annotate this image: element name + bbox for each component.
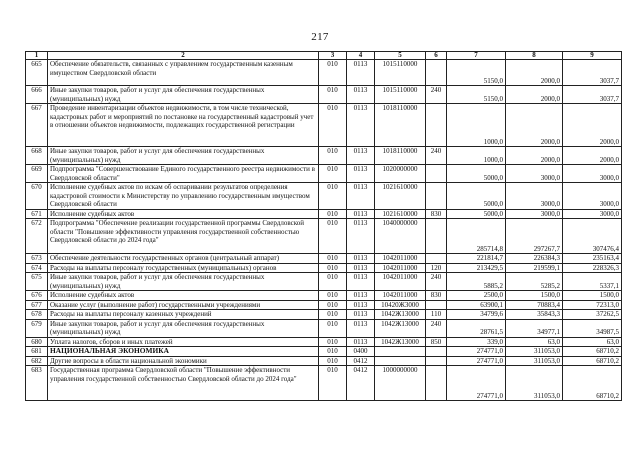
- code-admin: 010: [319, 347, 347, 357]
- amount-year-1: 339,0: [447, 337, 506, 347]
- amount-year-1: 5150,0: [447, 86, 506, 104]
- code-target-article: 1042011000: [375, 291, 426, 301]
- amount-year-3: 235163,4: [563, 254, 622, 264]
- table-row: [26, 310, 622, 320]
- amount-year-1: 213429,5: [447, 263, 506, 273]
- column-header: 5: [375, 52, 426, 60]
- row-description: Иные закупки товаров, работ и услуг для обеспечения государственных (муниципальных) нужд: [48, 319, 319, 337]
- code-target-article: 1042Ж13000: [375, 319, 426, 337]
- row-number: 671: [26, 209, 48, 219]
- row-description: Исполнение судебных актов по искам об оспаривании результатов определения кадастровой стоимости к Министерству по управлению государственным имуществом Свердловской области: [48, 183, 319, 210]
- table-row: [26, 165, 622, 183]
- code-expense-type: [426, 254, 447, 264]
- amount-year-3: 68710,2: [563, 347, 622, 357]
- row-number: 682: [26, 356, 48, 366]
- table-row: [26, 147, 622, 165]
- code-expense-type: [426, 356, 447, 366]
- table-row: [26, 291, 622, 301]
- code-target-article: 1015110000: [375, 60, 426, 86]
- code-target-article: [375, 347, 426, 357]
- code-admin: 010: [319, 147, 347, 165]
- table-header-row: [26, 52, 622, 60]
- amount-year-2: 226384,3: [506, 254, 563, 264]
- column-header: 1: [26, 52, 48, 60]
- table-row: [26, 86, 622, 104]
- column-header: 3: [319, 52, 347, 60]
- amount-year-1: 5885,2: [447, 273, 506, 291]
- table-row: [26, 183, 622, 210]
- code-admin: 010: [319, 356, 347, 366]
- code-section: 0412: [347, 366, 375, 401]
- code-expense-type: 850: [426, 337, 447, 347]
- code-section: 0113: [347, 86, 375, 104]
- amount-year-2: 3000,0: [506, 165, 563, 183]
- code-admin: 010: [319, 310, 347, 320]
- table-body: [26, 60, 622, 401]
- amount-year-3: 5337,1: [563, 273, 622, 291]
- row-number: 672: [26, 219, 48, 254]
- table-row: [26, 337, 622, 347]
- amount-year-3: 2000,0: [563, 104, 622, 147]
- code-section: 0113: [347, 165, 375, 183]
- code-section: 0113: [347, 183, 375, 210]
- code-section: 0113: [347, 60, 375, 86]
- code-target-article: 1040000000: [375, 219, 426, 254]
- amount-year-1: 285714,8: [447, 219, 506, 254]
- code-target-article: 1021610000: [375, 183, 426, 210]
- row-number: 669: [26, 165, 48, 183]
- column-header: 6: [426, 52, 447, 60]
- row-number: 676: [26, 291, 48, 301]
- code-section: 0400: [347, 347, 375, 357]
- amount-year-2: 311053,0: [506, 347, 563, 357]
- code-section: 0113: [347, 300, 375, 310]
- row-number: 675: [26, 273, 48, 291]
- code-section: 0412: [347, 356, 375, 366]
- row-description: Иные закупки товаров, работ и услуг для обеспечения государственных (муниципальных) нужд: [48, 273, 319, 291]
- amount-year-1: 1000,0: [447, 104, 506, 147]
- row-description: Исполнение судебных актов: [48, 291, 319, 301]
- amount-year-1: 2500,0: [447, 291, 506, 301]
- code-target-article: 1000000000: [375, 366, 426, 401]
- code-target-article: 1015110000: [375, 86, 426, 104]
- column-header: 7: [447, 52, 506, 60]
- code-admin: 010: [319, 291, 347, 301]
- code-admin: 010: [319, 300, 347, 310]
- amount-year-2: 3000,0: [506, 183, 563, 210]
- code-expense-type: 240: [426, 147, 447, 165]
- table-row: [26, 366, 622, 401]
- row-description: Государственная программа Свердловской области "Повышение эффективности управления государственной собственностью Свердловской области до 2024 года": [48, 366, 319, 401]
- row-number: 681: [26, 347, 48, 357]
- row-description: Иные закупки товаров, работ и услуг для обеспечения государственных (муниципальных) нужд: [48, 86, 319, 104]
- code-admin: 010: [319, 183, 347, 210]
- code-admin: 010: [319, 219, 347, 254]
- amount-year-1: 5000,0: [447, 183, 506, 210]
- amount-year-2: 35843,3: [506, 310, 563, 320]
- code-expense-type: 240: [426, 273, 447, 291]
- code-target-article: 1042011000: [375, 273, 426, 291]
- code-target-article: 1018110000: [375, 147, 426, 165]
- amount-year-1: 28761,5: [447, 319, 506, 337]
- amount-year-1: 221814,7: [447, 254, 506, 264]
- code-admin: 010: [319, 337, 347, 347]
- table-row: [26, 300, 622, 310]
- code-section: 0113: [347, 319, 375, 337]
- row-description: Оказание услуг (выполнение работ) государственными учреждениями: [48, 300, 319, 310]
- amount-year-3: 3000,0: [563, 165, 622, 183]
- column-header: 2: [48, 52, 319, 60]
- code-section: 0113: [347, 104, 375, 147]
- amount-year-3: 34987,5: [563, 319, 622, 337]
- row-description: Расходы на выплаты персоналу государственных (муниципальных) органов: [48, 263, 319, 273]
- amount-year-2: 297267,7: [506, 219, 563, 254]
- row-number: 665: [26, 60, 48, 86]
- amount-year-2: 311053,0: [506, 356, 563, 366]
- amount-year-1: 63900,1: [447, 300, 506, 310]
- code-expense-type: [426, 104, 447, 147]
- code-target-article: 1021610000: [375, 209, 426, 219]
- code-section: 0113: [347, 254, 375, 264]
- column-header: 4: [347, 52, 375, 60]
- code-admin: 010: [319, 366, 347, 401]
- code-admin: 010: [319, 104, 347, 147]
- amount-year-3: 307476,4: [563, 219, 622, 254]
- code-section: 0113: [347, 209, 375, 219]
- code-admin: 010: [319, 319, 347, 337]
- table-row: [26, 273, 622, 291]
- code-admin: 010: [319, 254, 347, 264]
- code-section: 0113: [347, 337, 375, 347]
- code-admin: 010: [319, 263, 347, 273]
- row-number: 670: [26, 183, 48, 210]
- code-target-article: 1042011000: [375, 254, 426, 264]
- code-expense-type: 240: [426, 319, 447, 337]
- amount-year-1: 274771,0: [447, 366, 506, 401]
- table-row: [26, 263, 622, 273]
- row-description: Подпрограмма "Совершенствование Единого государственного реестра недвижимости в Свердловской области": [48, 165, 319, 183]
- amount-year-1: 274771,0: [447, 347, 506, 357]
- amount-year-2: 2000,0: [506, 86, 563, 104]
- amount-year-2: 2000,0: [506, 104, 563, 147]
- amount-year-2: 2000,0: [506, 147, 563, 165]
- code-target-article: 1042Ж13000: [375, 310, 426, 320]
- amount-year-1: 5000,0: [447, 209, 506, 219]
- amount-year-3: 3000,0: [563, 183, 622, 210]
- code-admin: 010: [319, 86, 347, 104]
- table-row: [26, 104, 622, 147]
- row-description: Иные закупки товаров, работ и услуг для обеспечения государственных (муниципальных) нужд: [48, 147, 319, 165]
- table-row: [26, 347, 622, 357]
- code-section: 0113: [347, 147, 375, 165]
- code-target-article: [375, 356, 426, 366]
- code-target-article: 1042011000: [375, 263, 426, 273]
- code-expense-type: 830: [426, 291, 447, 301]
- amount-year-2: 3000,0: [506, 209, 563, 219]
- code-section: 0113: [347, 291, 375, 301]
- row-description: Уплата налогов, сборов и иных платежей: [48, 337, 319, 347]
- code-admin: 010: [319, 60, 347, 86]
- amount-year-3: 37262,5: [563, 310, 622, 320]
- code-expense-type: [426, 366, 447, 401]
- budget-table: [25, 51, 622, 401]
- column-header: 8: [506, 52, 563, 60]
- amount-year-2: 5285,2: [506, 273, 563, 291]
- code-expense-type: [426, 300, 447, 310]
- code-admin: 010: [319, 273, 347, 291]
- code-section: 0113: [347, 263, 375, 273]
- row-number: 678: [26, 310, 48, 320]
- row-number: 677: [26, 300, 48, 310]
- amount-year-3: 228326,3: [563, 263, 622, 273]
- amount-year-2: 219599,1: [506, 263, 563, 273]
- table-row: [26, 219, 622, 254]
- table-row: [26, 209, 622, 219]
- row-number: 674: [26, 263, 48, 273]
- amount-year-1: 274771,0: [447, 356, 506, 366]
- code-expense-type: [426, 219, 447, 254]
- code-target-article: 10420Ж3000: [375, 300, 426, 310]
- row-description: Расходы на выплаты персоналу казенных учреждений: [48, 310, 319, 320]
- code-target-article: 1020000000: [375, 165, 426, 183]
- amount-year-3: 68710,2: [563, 356, 622, 366]
- row-number: 679: [26, 319, 48, 337]
- code-target-article: 1042Ж13000: [375, 337, 426, 347]
- table-row: [26, 60, 622, 86]
- amount-year-3: 3037,7: [563, 60, 622, 86]
- table-row: [26, 319, 622, 337]
- amount-year-2: 311053,0: [506, 366, 563, 401]
- row-description: НАЦИОНАЛЬНАЯ ЭКОНОМИКА: [48, 347, 319, 357]
- amount-year-1: 1000,0: [447, 147, 506, 165]
- row-description: Исполнение судебных актов: [48, 209, 319, 219]
- amount-year-3: 72313,0: [563, 300, 622, 310]
- amount-year-3: 1500,0: [563, 291, 622, 301]
- code-expense-type: 240: [426, 86, 447, 104]
- amount-year-1: 34799,6: [447, 310, 506, 320]
- amount-year-2: 63,0: [506, 337, 563, 347]
- code-expense-type: [426, 347, 447, 357]
- amount-year-1: 5000,0: [447, 165, 506, 183]
- code-expense-type: [426, 165, 447, 183]
- code-expense-type: 830: [426, 209, 447, 219]
- row-number: 666: [26, 86, 48, 104]
- code-section: 0113: [347, 219, 375, 254]
- table-row: [26, 254, 622, 264]
- row-description: Обеспечение деятельности государственных органов (центральный аппарат): [48, 254, 319, 264]
- amount-year-2: 70883,4: [506, 300, 563, 310]
- code-expense-type: 120: [426, 263, 447, 273]
- amount-year-3: 3000,0: [563, 209, 622, 219]
- code-expense-type: [426, 60, 447, 86]
- code-expense-type: 110: [426, 310, 447, 320]
- code-admin: 010: [319, 209, 347, 219]
- row-description: Обеспечение обязательств, связанных с управлением государственным казенным имуществом Свердловской области: [48, 60, 319, 86]
- row-description: Другие вопросы в области национальной экономики: [48, 356, 319, 366]
- code-target-article: 1018110000: [375, 104, 426, 147]
- page-number: 217: [311, 31, 329, 43]
- row-description: Подпрограмма "Обеспечение реализации государственной программы Свердловской области "Повышение эффективности управления государственной собственностью Свердловской области до 2024 года": [48, 219, 319, 254]
- row-number: 673: [26, 254, 48, 264]
- table-row: [26, 356, 622, 366]
- code-section: 0113: [347, 310, 375, 320]
- code-expense-type: [426, 183, 447, 210]
- amount-year-2: 2000,0: [506, 60, 563, 86]
- row-number: 683: [26, 366, 48, 401]
- row-number: 667: [26, 104, 48, 147]
- column-header: 9: [563, 52, 622, 60]
- amount-year-2: 34977,1: [506, 319, 563, 337]
- amount-year-3: 68710,2: [563, 366, 622, 401]
- code-section: 0113: [347, 273, 375, 291]
- row-description: Проведение инвентаризации объектов недвижимости, в том числе технической, кадастровых работ и мероприятий по постановке на государственный кадастровый учет в отношении объектов недвижимости, подлежащих государственной регистрации: [48, 104, 319, 147]
- amount-year-1: 5150,0: [447, 60, 506, 86]
- code-admin: 010: [319, 165, 347, 183]
- amount-year-3: 63,0: [563, 337, 622, 347]
- row-number: 680: [26, 337, 48, 347]
- amount-year-3: 2000,0: [563, 147, 622, 165]
- amount-year-2: 1500,0: [506, 291, 563, 301]
- amount-year-3: 3037,7: [563, 86, 622, 104]
- row-number: 668: [26, 147, 48, 165]
